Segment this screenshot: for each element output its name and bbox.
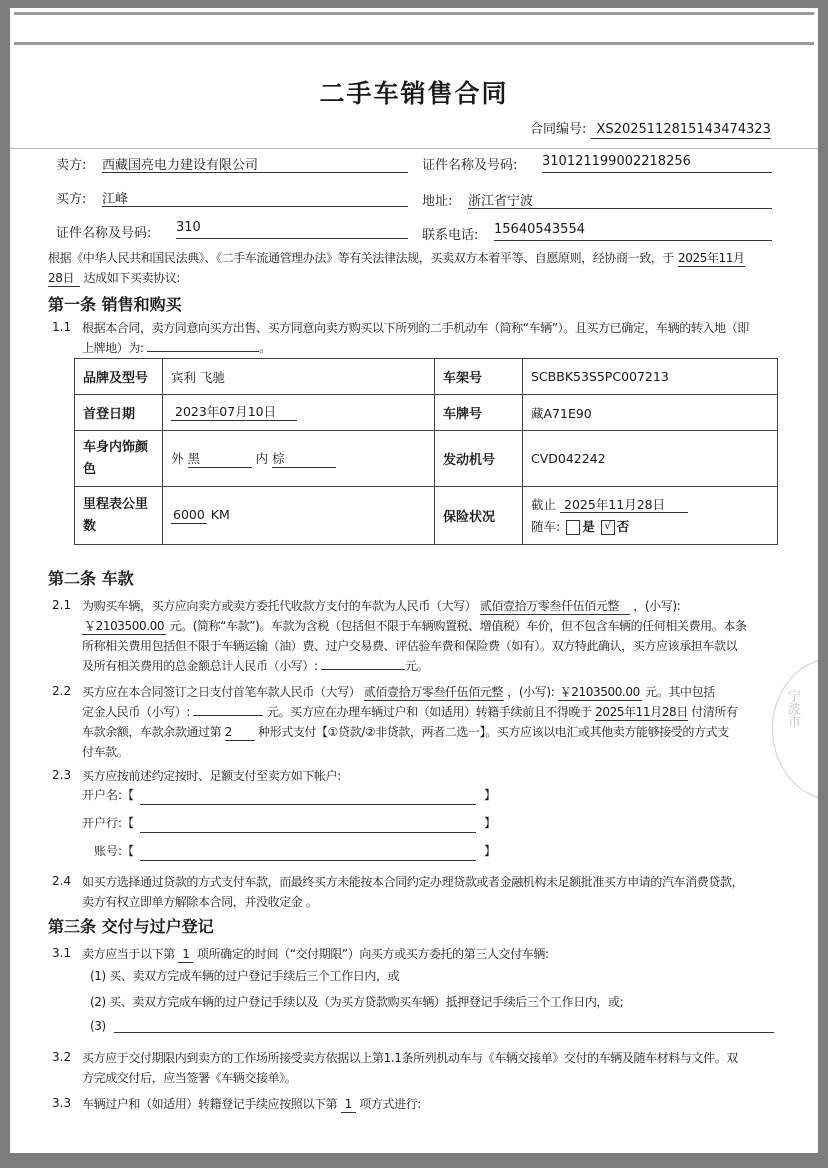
clause-2-2-text-d: 定金人民币（小写）: — [82, 705, 191, 719]
clause-1-1-text: 根据本合同，卖方同意向买方出售、买方同意向卖方购买以下所列的二手机动车（简称“车辆”）。且买方已确定，车辆的转入地（即 — [82, 321, 749, 335]
color-label: 车身内饰颜色 — [75, 431, 163, 487]
brand-label: 品牌及型号 — [75, 359, 163, 395]
account-bank-field[interactable] — [140, 832, 476, 833]
clause-3-2-number: 3.2 — [52, 1050, 72, 1064]
reg-date-label: 首登日期 — [75, 395, 163, 431]
clause-2-1-text-d: 所称相关费用包括但不限于车辆运输（油）费、过户交易费、评估验车费和保险费（如有）。双方特此确认，买方应该承担车款以 — [82, 639, 738, 653]
interior-value: 棕 — [272, 451, 336, 468]
price-uppercase: 贰佰壹拾万零叁仟伍佰元整 — [480, 599, 630, 615]
delivery-option-3: (3) — [90, 1019, 106, 1033]
reg-date-value: 2023年07月10日 — [171, 404, 297, 421]
clause-3-1-number: 3.1 — [52, 946, 72, 960]
engine-label: 发动机号 — [435, 431, 523, 487]
agreement-date-part2: 28日 — [48, 271, 80, 287]
clause-2-2-line-1 — [82, 682, 738, 702]
clause-1-1-number: 1.1 — [52, 320, 72, 334]
registration-place-field — [147, 351, 259, 352]
engine-value: CVD042242 — [523, 431, 778, 487]
vin-value: SCBBK53S5PC007213 — [523, 359, 778, 395]
seller-id-label: 证件名称及号码: — [422, 158, 518, 173]
scan-seam — [10, 148, 818, 149]
mileage-label: 里程表公里数 — [75, 487, 163, 545]
seal-text: 宁波市 — [785, 689, 800, 728]
with-car-no-label: 否 — [616, 518, 630, 534]
final-payment-date: 2025年11月28日 — [595, 705, 688, 719]
clause-2-2-text-g: 车款余额，车款余款通过第 — [82, 725, 222, 739]
insurance-until-label: 截止 — [531, 496, 557, 512]
clause-2-1-text-b: ，(小写): — [633, 599, 681, 613]
reg-date-cell — [163, 395, 435, 431]
preamble-end: 达成如下买卖协议: — [83, 271, 180, 285]
preamble-line-2 — [48, 268, 745, 288]
with-car-yes-checkbox[interactable] — [566, 520, 580, 535]
account-number-label: 账号:【 — [94, 844, 135, 858]
account-name-field[interactable] — [140, 804, 476, 805]
clause-2-2 — [82, 682, 738, 762]
insurance-label: 保险状况 — [435, 487, 523, 545]
article3-heading: 第三条 交付与过户登记 — [48, 917, 214, 936]
seller-value: 西藏国亮电力建设有限公司 — [102, 158, 259, 173]
clause-3-3 — [82, 1094, 421, 1114]
clause-3-3-text-b: 项方式进行: — [359, 1097, 421, 1111]
with-car-line — [531, 516, 769, 538]
mileage-unit: KM — [210, 507, 230, 523]
address-value: 浙江省宁波 — [468, 194, 534, 209]
first-payment-uppercase: 贰佰壹拾万零叁仟伍佰元整 — [363, 685, 504, 699]
preamble — [48, 248, 745, 288]
account-number-bracket: 】 — [484, 844, 497, 858]
clause-2-2-number: 2.2 — [52, 684, 72, 698]
table-row — [75, 395, 778, 431]
with-car-yes-label: 是 — [582, 518, 595, 534]
clause-2-1-line-1 — [82, 596, 747, 616]
clause-2-2-text-b: ，(小写): — [507, 685, 555, 699]
account-name-label: 开户名:【 — [82, 788, 135, 802]
clause-2-4-text-a: 如买方选择通过贷款的方式支付车款，而最终买方未能按本合同约定办理贷款或者金融机构未足额批准买方申请的汽车消费贷款， — [82, 875, 744, 889]
buyer-id-underline — [176, 238, 408, 239]
first-payment-lowercase: ￥2103500.00 — [559, 685, 640, 699]
clause-2-4 — [82, 872, 743, 912]
with-car-label: 随车: — [531, 518, 561, 534]
clause-3-2-text-b: 方完成交付后，应当签署《车辆交接单》。 — [82, 1071, 297, 1085]
phone-underline — [494, 240, 772, 241]
clause-2-1-text-a: 为购买车辆，买方应向卖方或卖方委托代收款方支付的车款为人民币（大写） — [82, 599, 477, 613]
clause-2-3-text: 买方应按前述约定按时、足额支付至卖方如下帐户: — [82, 769, 341, 783]
clause-2-2-text-e: 元。买方应在办理车辆过户和（如适用）转籍手续前且不得晚于 — [266, 705, 592, 719]
exterior-value: 黑 — [188, 451, 252, 468]
table-row — [75, 359, 778, 395]
buyer-id-value: 310 — [176, 220, 201, 235]
clause-1-1 — [82, 318, 749, 358]
vin-label: 车架号 — [435, 359, 523, 395]
transfer-method-item: 1 — [341, 1097, 356, 1113]
table-row — [75, 431, 778, 487]
buyer-value: 江峰 — [102, 192, 129, 207]
document-title: 二手车销售合同 — [319, 79, 509, 108]
address-underline — [468, 208, 772, 209]
total-amount-field — [321, 669, 405, 670]
contract-number-label: 合同编号: — [530, 122, 587, 137]
table-row — [75, 487, 778, 545]
insurance-until-value: 2025年11月28日 — [560, 497, 688, 514]
clause-2-2-text-h: 种形式支付【①贷款/②非贷款，两者二选一】。买方应该以电汇或其他卖方能够接受的方式支 — [258, 725, 729, 739]
clause-2-1-text-e: 及所有相关费用的总金额总计人民币（小写）: — [82, 659, 318, 673]
mileage-value: 6000 — [173, 507, 205, 523]
clause-2-2-text-c: 元。其中包括 — [645, 685, 715, 699]
clause-2-2-line-2 — [82, 702, 738, 722]
clause-3-3-text-a: 车辆过户和（如适用）转籍登记手续应按照以下第 — [82, 1097, 338, 1111]
clause-2-1-line-2 — [82, 616, 747, 636]
brand-value: 宾利 飞驰 — [163, 359, 435, 395]
account-bank-label: 开户行:【 — [82, 816, 135, 830]
deposit-field — [193, 715, 263, 716]
clause-2-4-text-b: 卖方有权立即单方解除本合同，并没收定金 。 — [82, 895, 318, 909]
header-rule — [14, 42, 814, 45]
clause-1-1-line-2 — [82, 338, 749, 358]
vehicle-info-table — [74, 358, 778, 545]
preamble-line-1 — [48, 248, 745, 268]
clause-2-3-number: 2.3 — [52, 768, 72, 782]
account-bank-bracket: 】 — [484, 816, 497, 830]
clause-2-1-number: 2.1 — [52, 598, 72, 612]
clause-2-2-text-a: 买方应在本合同签订之日支付首笔车款人民币（大写） — [82, 685, 361, 699]
top-rule — [14, 12, 814, 15]
clause-2-2-text-i: 付车款。 — [82, 745, 129, 759]
clause-3-1 — [82, 944, 549, 964]
account-name-bracket: 】 — [484, 788, 497, 802]
price-lowercase: ￥2103500.00 — [84, 619, 165, 633]
phone-label: 联系电话: — [422, 228, 479, 243]
clause-3-1-text-b: 项所确定的时间（“交付期限”）向买方或买方委托的第三人交付车辆: — [196, 947, 549, 961]
contract-page — [10, 8, 818, 1153]
phone-value: 15640543554 — [494, 222, 585, 237]
interior-label: 内 — [255, 451, 268, 467]
clause-3-2-text-a: 买方应于交付期限内到卖方的工作场所接受卖方依据以上第1.1条所列机动车与《车辆交接单》交付的车辆及随车材料与文件。双 — [82, 1051, 738, 1065]
delivery-option-3-field[interactable] — [114, 1032, 774, 1033]
clause-1-1-text2: 上牌地）为: — [82, 341, 144, 355]
seller-id-value: 310121199002218256 — [542, 154, 691, 169]
clause-3-1-text-a: 卖方应当于以下第 — [82, 947, 175, 961]
seller-id-underline — [542, 172, 772, 173]
payment-method: 2 — [225, 725, 255, 741]
delivery-option-2: (2) 买、卖双方完成车辆的过户登记手续以及（为买方贷款购买车辆）抵押登记手续后三个工作日内，或; — [90, 995, 624, 1009]
clause-2-1-line-4 — [82, 656, 747, 676]
mileage-cell — [163, 487, 435, 545]
clause-2-1-text-f: 元。 — [405, 659, 429, 673]
insurance-until-line — [531, 494, 769, 516]
insurance-cell — [523, 487, 778, 545]
preamble-text: 根据《中华人民共和国民法典》、《二手车流通管理办法》等有关法律法规，买卖双方本着平等、自愿原则，经协商一致，于 — [48, 251, 675, 265]
clause-2-1 — [82, 596, 747, 676]
clause-2-2-text-f: 付清所有 — [691, 705, 738, 719]
address-label: 地址: — [422, 194, 453, 209]
agreement-date-part1: 2025年11月 — [678, 251, 745, 265]
article2-heading: 第二条 车款 — [48, 569, 134, 588]
company-seal — [772, 658, 818, 800]
delivery-option-1: (1) 买、卖双方完成车辆的过户登记手续后三个工作日内，或 — [90, 969, 400, 983]
seller-underline — [102, 172, 408, 173]
article1-heading: 第一条 销售和购买 — [48, 295, 182, 314]
buyer-underline — [102, 206, 408, 207]
contract-number — [530, 118, 771, 139]
contract-number-value: XS2025112815143474323 — [591, 122, 771, 139]
plate-value: 藏A71E90 — [523, 395, 778, 431]
delivery-term-item: 1 — [178, 947, 193, 963]
clause-2-2-line-3 — [82, 722, 738, 742]
clause-3-3-number: 3.3 — [52, 1096, 72, 1110]
buyer-id-label: 证件名称及号码: — [56, 226, 152, 241]
buyer-label: 买方: — [56, 192, 87, 207]
account-number-field[interactable] — [140, 860, 476, 861]
seller-label: 卖方: — [56, 158, 87, 173]
clause-1-1-end: 。 — [259, 341, 271, 355]
color-cell — [163, 431, 435, 487]
clause-2-1-text-c: 元。(简称“车款”)。车款为含税（包括但不限于车辆购置税、增值税）车价，但不包含车辆的任何相关费用。本条 — [169, 619, 747, 633]
plate-label: 车牌号 — [435, 395, 523, 431]
clause-3-2 — [82, 1048, 738, 1088]
with-car-no-checkbox[interactable]: √ — [601, 520, 615, 535]
clause-2-4-number: 2.4 — [52, 874, 72, 888]
exterior-label: 外 — [171, 451, 184, 467]
